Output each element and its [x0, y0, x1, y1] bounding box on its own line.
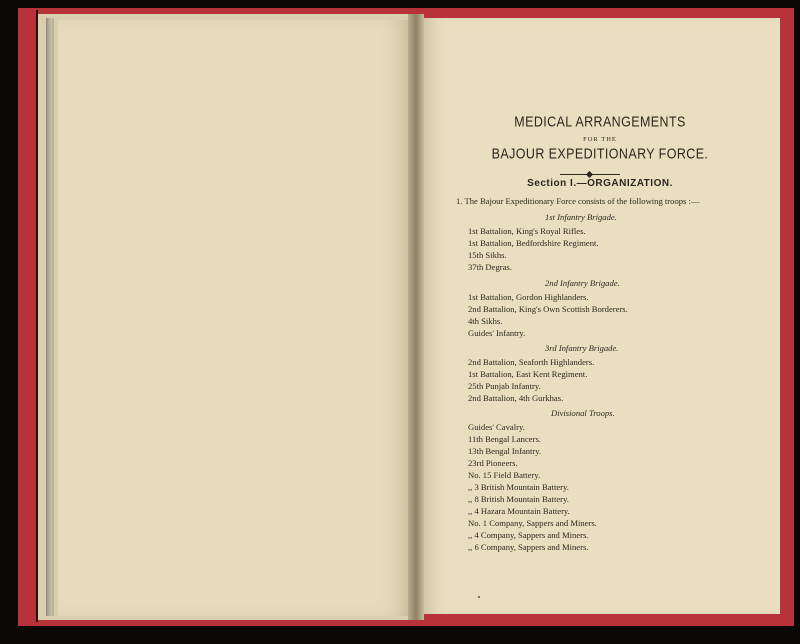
- unit-line: 2nd Battalion, 4th Gurkhas.: [468, 393, 564, 403]
- unit-line: ,, 4 Hazara Mountain Battery.: [468, 506, 570, 516]
- brigade-heading: 3rd Infantry Brigade.: [545, 343, 619, 353]
- unit-line: 1st Battalion, East Kent Regiment.: [468, 369, 588, 379]
- unit-line: ,, 3 British Mountain Battery.: [468, 482, 569, 492]
- unit-line: 1st Battalion, Gordon Highlanders.: [468, 292, 589, 302]
- brigade-heading: 2nd Infantry Brigade.: [545, 278, 620, 288]
- unit-line: 1st Battalion, Bedfordshire Regiment.: [468, 238, 599, 248]
- unit-line: 37th Degras.: [468, 262, 512, 272]
- unit-line: 1st Battalion, King's Royal Rifles.: [468, 226, 586, 236]
- paper-speck: [478, 596, 480, 598]
- unit-line: Guides' Cavalry.: [468, 422, 525, 432]
- intro-paragraph: 1. The Bajour Expeditionary Force consists of the following troops :—: [456, 196, 700, 206]
- book-gutter: [408, 14, 424, 620]
- brigade-heading: 1st Infantry Brigade.: [545, 212, 617, 222]
- unit-line: ,, 4 Company, Sappers and Miners.: [468, 530, 589, 540]
- unit-line: 23rd Pioneers.: [468, 458, 518, 468]
- troops-heading: Divisional Troops.: [551, 408, 615, 418]
- unit-line: ,, 8 British Mountain Battery.: [468, 494, 569, 504]
- for-the-line: FOR THE: [583, 136, 617, 143]
- unit-line: 11th Bengal Lancers.: [468, 434, 541, 444]
- section-heading: Section I.—ORGANIZATION.: [527, 178, 673, 189]
- unit-line: 2nd Battalion, Seaforth Highlanders.: [468, 357, 595, 367]
- unit-line: 15th Sikhs.: [468, 250, 507, 260]
- unit-line: Guides' Infantry.: [468, 328, 526, 338]
- force-title: BAJOUR EXPEDITIONARY FORCE.: [491, 145, 709, 163]
- unit-line: 2nd Battalion, King's Own Scottish Borderers.: [468, 304, 628, 314]
- document-title: MEDICAL ARRANGEMENTS: [514, 113, 686, 131]
- unit-line: ,, 6 Company, Sappers and Miners.: [468, 542, 589, 552]
- unit-line: No. 15 Field Battery.: [468, 470, 541, 480]
- page-edges: [46, 18, 54, 616]
- unit-line: 4th Sikhs.: [468, 316, 503, 326]
- unit-line: No. 1 Company, Sappers and Miners.: [468, 518, 597, 528]
- left-page-blank: [58, 20, 410, 616]
- unit-line: 13th Bengal Infantry.: [468, 446, 542, 456]
- unit-line: 25th Punjab Infantry.: [468, 381, 541, 391]
